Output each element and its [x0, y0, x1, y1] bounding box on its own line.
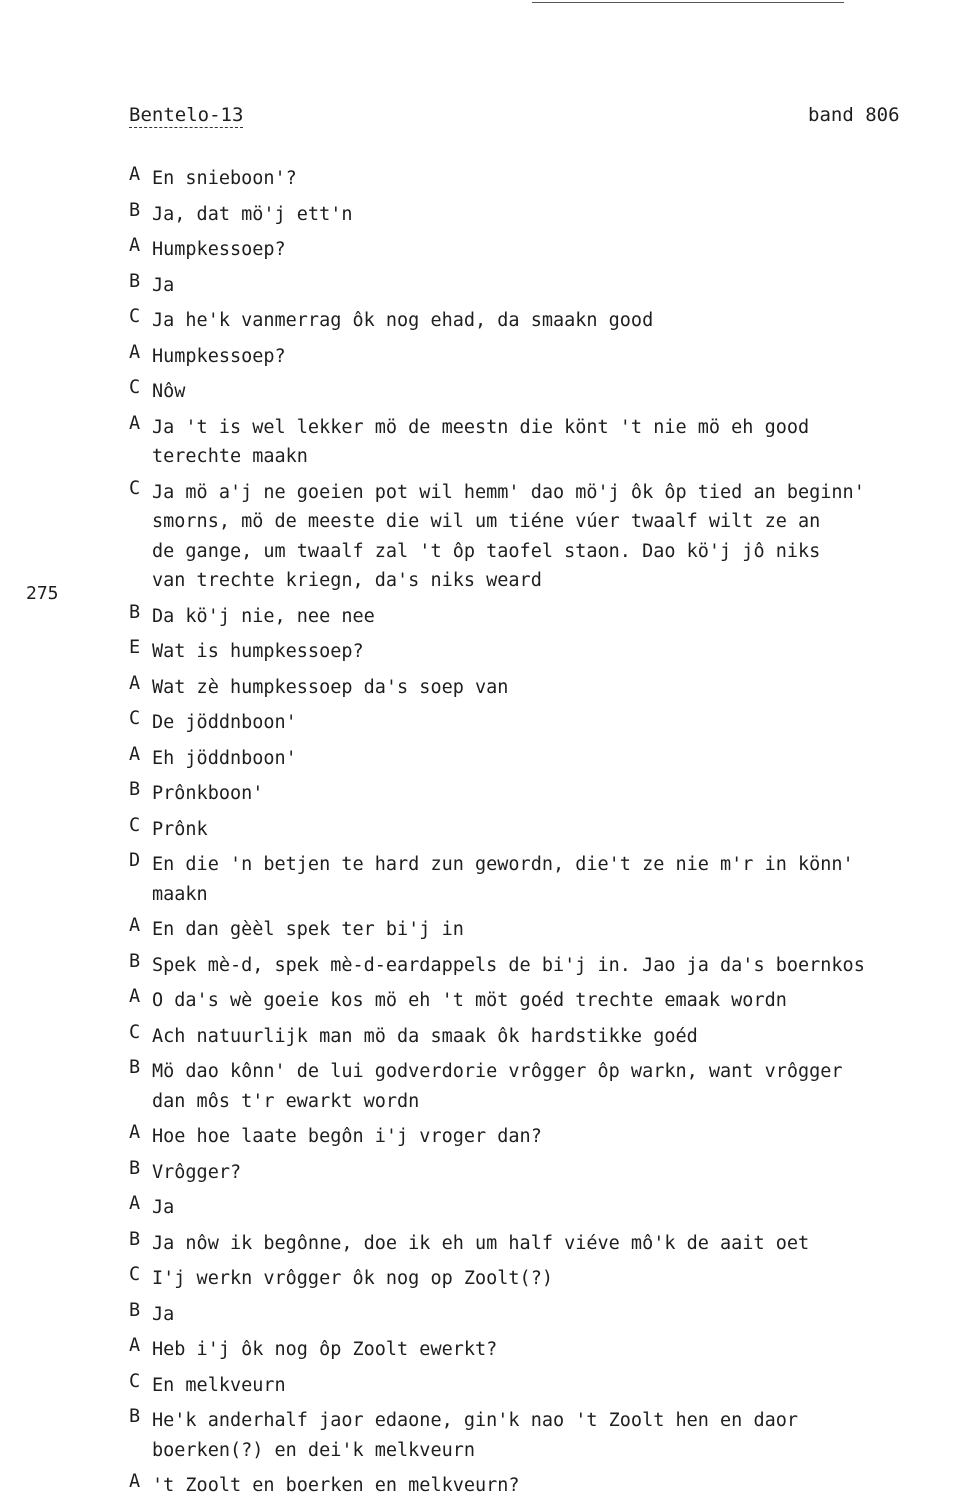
transcript-line — [129, 637, 954, 667]
utterance-text: Hoe hoe laate begôn i'j vroger dan? — [152, 1126, 542, 1147]
top-rule — [532, 2, 844, 3]
speaker-label: A — [129, 1471, 141, 1492]
utterance-text: Wat zè humpkessoep da's soep van — [152, 676, 509, 698]
utterance-text: O da's wè goeie kos mö eh 't möt goéd trechte emaak wordn — [152, 990, 787, 1011]
speaker-label: C — [129, 814, 141, 836]
document-title: Bentelo-13 — [129, 104, 244, 126]
speaker-label: B — [129, 1406, 141, 1427]
transcript-line — [129, 413, 954, 472]
utterance-text: Humpkessoep? — [152, 345, 286, 367]
speaker-label: C — [129, 306, 141, 327]
margin-line-number: 275 — [26, 583, 59, 604]
utterance-text: Humpkessoep? — [152, 239, 286, 260]
transcript-line — [129, 1229, 954, 1259]
speaker-label: D — [129, 850, 141, 871]
utterance-text: Ja — [152, 1303, 175, 1325]
speaker-label: B — [129, 270, 141, 292]
speaker-label: C — [129, 1370, 141, 1392]
transcript-line — [129, 1158, 954, 1188]
utterance-text: En die 'n betjen te hard zun gewordn, die't ze nie m'r in könn' maakn — [152, 854, 854, 905]
transcript-line — [129, 1471, 954, 1501]
utterance-text: Spek mè-d, spek mè-d-eardappels de bi'j in. Jao ja da's boernkos — [152, 954, 865, 976]
transcript-line — [129, 986, 954, 1016]
transcript-line — [129, 815, 954, 845]
transcript-line — [129, 708, 954, 738]
transcript-line — [129, 342, 954, 372]
utterance-text: Eh jöddnboon' — [152, 747, 297, 769]
utterance-text: I'j werkn vrôgger ôk nog op Zoolt(?) — [152, 1268, 553, 1289]
transcript-line — [129, 1371, 954, 1401]
speaker-label: A — [129, 986, 141, 1007]
utterance-text: En snieboon'? — [152, 168, 297, 189]
utterance-text: Ja he'k vanmerrag ôk nog ehad, da smaakn good — [152, 310, 654, 331]
transcript-line — [129, 1264, 954, 1294]
transcript-line — [129, 1335, 954, 1365]
transcript-line — [129, 235, 954, 265]
transcript-line — [129, 779, 954, 809]
speaker-label: A — [129, 164, 141, 185]
transcript-line — [129, 200, 954, 230]
utterance-text: Da kö'j nie, nee nee — [152, 605, 375, 627]
transcript-line — [129, 1057, 954, 1116]
transcript-line — [129, 1300, 954, 1330]
transcript-line — [129, 306, 954, 336]
transcript-line — [129, 271, 954, 301]
utterance-text: Wat is humpkessoep? — [152, 641, 364, 662]
speaker-label: B — [129, 601, 141, 623]
speaker-label: B — [129, 1157, 141, 1179]
speaker-label: B — [129, 1057, 141, 1078]
utterance-text: Ja — [152, 274, 175, 296]
utterance-text: He'k anderhalf jaor edaone, gin'k nao 't Zoolt hen en daor boerken(?) en dei'k melkveurn — [152, 1410, 799, 1461]
utterance-text: Mö dao kônn' de lui godverdorie vrôgger ôp warkn, want vrôgger dan môs t'r ewarkt wordn — [152, 1061, 843, 1112]
transcript-line — [129, 1406, 954, 1465]
speaker-label: E — [129, 637, 141, 658]
utterance-text: Prônkboon' — [152, 783, 264, 804]
speaker-label: A — [129, 743, 141, 765]
transcript-line — [129, 1022, 954, 1052]
speaker-label: B — [129, 950, 141, 972]
utterance-text: Ja 't is wel lekker mö de meestn die könt 't nie mö eh good terechte maakn — [152, 416, 810, 467]
speaker-label: B — [129, 1228, 141, 1250]
utterance-text: Ja — [152, 1197, 175, 1218]
speaker-label: A — [129, 341, 141, 363]
utterance-text: Ja, dat mö'j ett'n — [152, 203, 353, 225]
transcript-line — [129, 850, 954, 909]
speaker-label: A — [129, 1122, 141, 1143]
tape-number: band 806 — [808, 104, 900, 126]
speaker-label: A — [129, 235, 141, 256]
speaker-label: A — [129, 915, 141, 936]
transcript-line — [129, 915, 954, 945]
transcript-line — [129, 951, 954, 981]
transcript-line — [129, 377, 954, 407]
utterance-text: Prônk — [152, 818, 208, 840]
speaker-label: A — [129, 672, 141, 694]
utterance-text: De jöddnboon' — [152, 712, 297, 733]
transcript-line — [129, 1122, 954, 1152]
utterance-text: Ja nôw ik begônne, doe ik eh um half viéve mô'k de aait oet — [152, 1232, 810, 1254]
speaker-label: B — [129, 779, 141, 800]
speaker-label: C — [129, 1264, 141, 1285]
speaker-label: A — [129, 412, 141, 434]
speaker-label: C — [129, 477, 141, 499]
utterance-text: En dan gèèl spek ter bi'j in — [152, 919, 464, 940]
transcript-line — [129, 1193, 954, 1223]
transcript — [129, 164, 954, 1507]
utterance-text: Nôw — [152, 381, 186, 402]
transcript-line — [129, 673, 954, 703]
utterance-text: En melkveurn — [152, 1374, 286, 1396]
utterance-text: Heb i'j ôk nog ôp Zoolt ewerkt? — [152, 1339, 498, 1360]
transcript-line — [129, 164, 954, 194]
speaker-label: A — [129, 1335, 141, 1356]
speaker-label: B — [129, 199, 141, 221]
speaker-label: B — [129, 1299, 141, 1321]
utterance-text: 't Zoolt en boerken en melkveurn? — [152, 1475, 520, 1496]
transcript-line — [129, 744, 954, 774]
speaker-label: A — [129, 1193, 141, 1214]
utterance-text: Ach natuurlijk man mö da smaak ôk hardstikke goéd — [152, 1025, 698, 1047]
transcript-line — [129, 478, 954, 596]
transcript-line — [129, 602, 954, 632]
speaker-label: C — [129, 1021, 141, 1043]
speaker-label: C — [129, 708, 141, 729]
speaker-label: C — [129, 377, 141, 398]
utterance-text: Vrôgger? — [152, 1161, 242, 1183]
utterance-text: Ja mö a'j ne goeien pot wil hemm' dao mö'j ôk ôp tied an beginn' smorns, mö de meeste die wil um tiéne vúer twaalf wilt ze an de gange, um twaalf zal 't ôp taofel staon. Dao kö'j jô niks van trechte kriegn, da's niks weard — [152, 481, 865, 591]
